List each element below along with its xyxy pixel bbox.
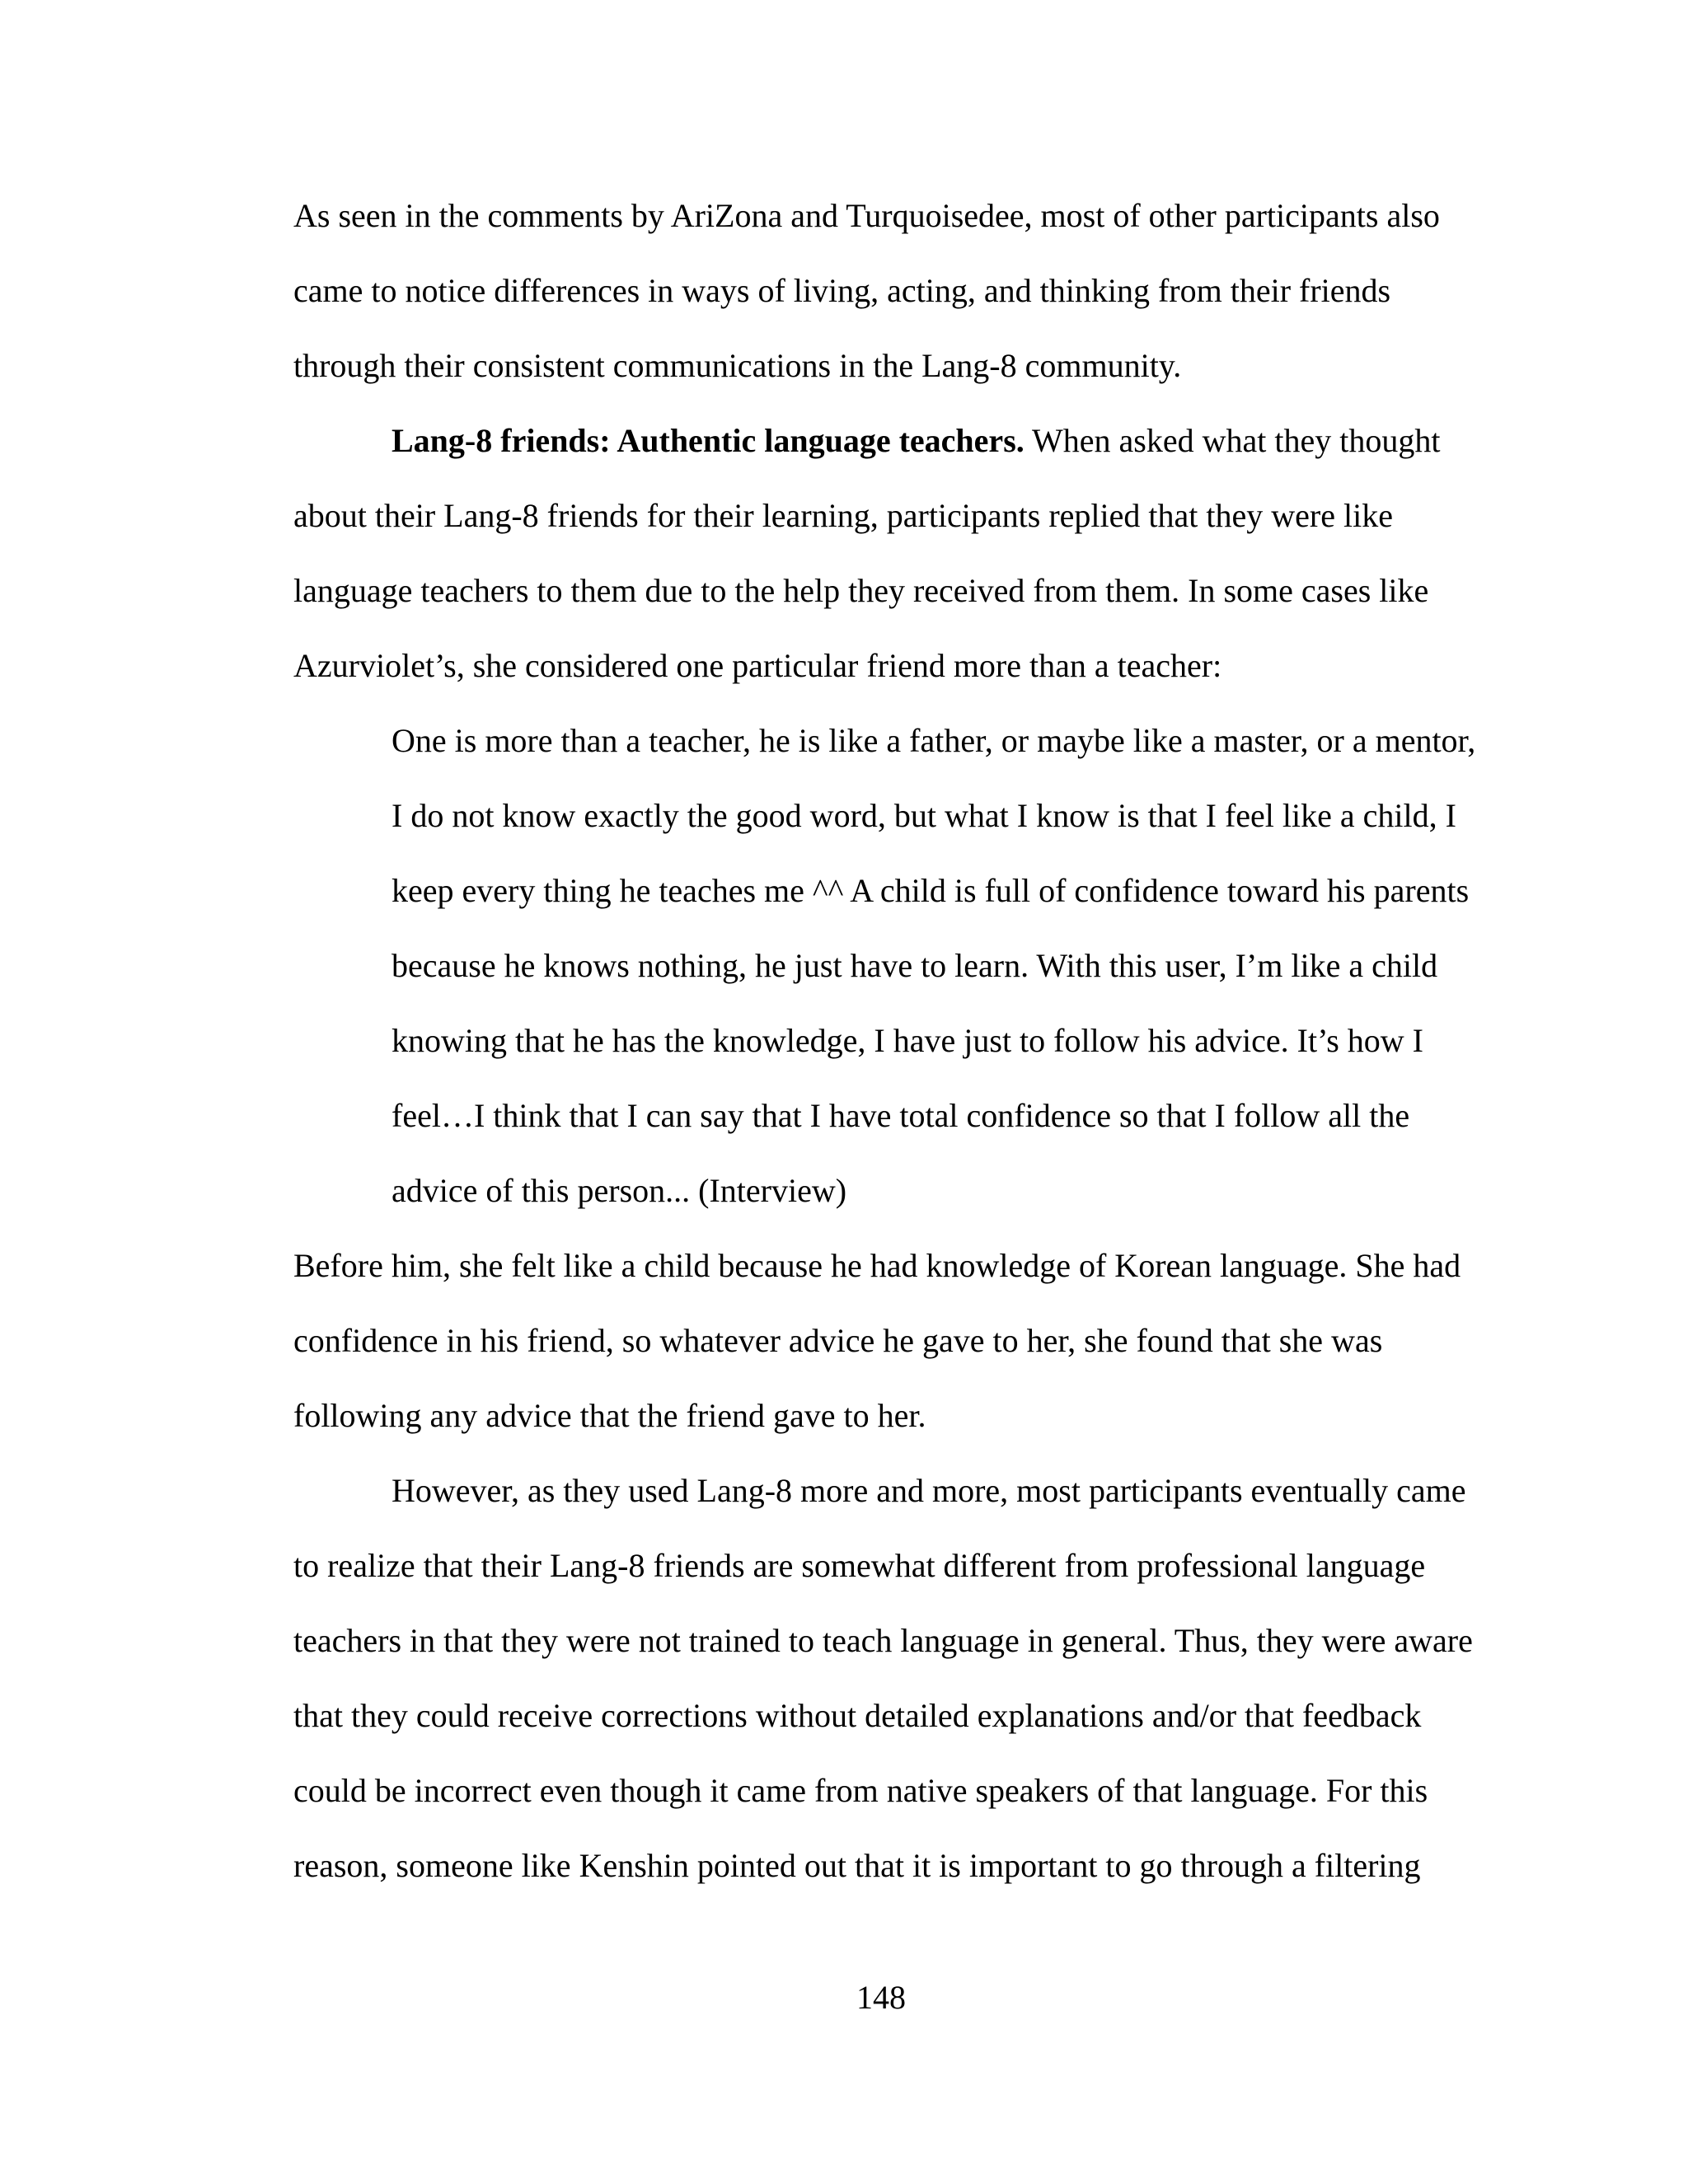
paragraph-1-line-1: As seen in the comments by AriZona and Turquoisedee, most of other participants also [293,197,1440,234]
section-heading: Lang-8 friends: Authentic language teachers. [392,422,1025,459]
block-quote-line-3: keep every thing he teaches me ^^ A child is full of confidence toward his parents [392,872,1470,909]
paragraph-3-line-2: confidence in his friend, so whatever advice he gave to her, she found that she was [293,1322,1383,1359]
paragraph-4-line-1: However, as they used Lang-8 more and more, most participants eventually came [392,1472,1466,1509]
paragraph-2-line-3: language teachers to them due to the help they received from them. In some cases like [293,572,1429,609]
paragraph-4-line-3: teachers in that they were not trained to teach language in general. Thus, they were aware [293,1622,1473,1659]
block-quote-line-7: advice of this person... (Interview) [392,1172,847,1209]
paragraph-2-first-line-rest: When asked what they thought [1024,422,1441,459]
block-quote-line-2: I do not know exactly the good word, but what I know is that I feel like a child, I [392,797,1456,834]
block-quote-line-4: because he knows nothing, he just have to learn. With this user, I’m like a child [392,947,1438,984]
block-quote-line-6: feel…I think that I can say that I have total confidence so that I follow all the [392,1097,1410,1134]
paragraph-4-line-2: to realize that their Lang-8 friends are somewhat different from professional language [293,1547,1426,1584]
page-number: 148 [856,1979,906,2016]
paragraph-4-line-4: that they could receive corrections without detailed explanations and/or that feedback [293,1697,1422,1734]
paragraph-3-line-1: Before him, she felt like a child because he had knowledge of Korean language. She had [293,1247,1461,1284]
paragraph-2-line-4: Azurviolet’s, she considered one particular friend more than a teacher: [293,647,1222,684]
paragraph-4-line-6: reason, someone like Kenshin pointed out that it is important to go through a filtering [293,1847,1421,1884]
paragraph-1-line-3: through their consistent communications in the Lang-8 community. [293,347,1182,384]
block-quote-line-1: One is more than a teacher, he is like a father, or maybe like a master, or a mentor, [392,722,1476,759]
paragraph-2-first-line [392,421,1440,461]
block-quote-line-5: knowing that he has the knowledge, I have just to follow his advice. It’s how I [392,1022,1423,1059]
paragraph-3-line-3: following any advice that the friend gave to her. [293,1397,926,1434]
paragraph-4-line-5: could be incorrect even though it came from native speakers of that language. For this [293,1772,1428,1809]
paragraph-2-line-2: about their Lang-8 friends for their learning, participants replied that they were like [293,497,1393,534]
paragraph-1-line-2: came to notice differences in ways of living, acting, and thinking from their friends [293,272,1391,309]
